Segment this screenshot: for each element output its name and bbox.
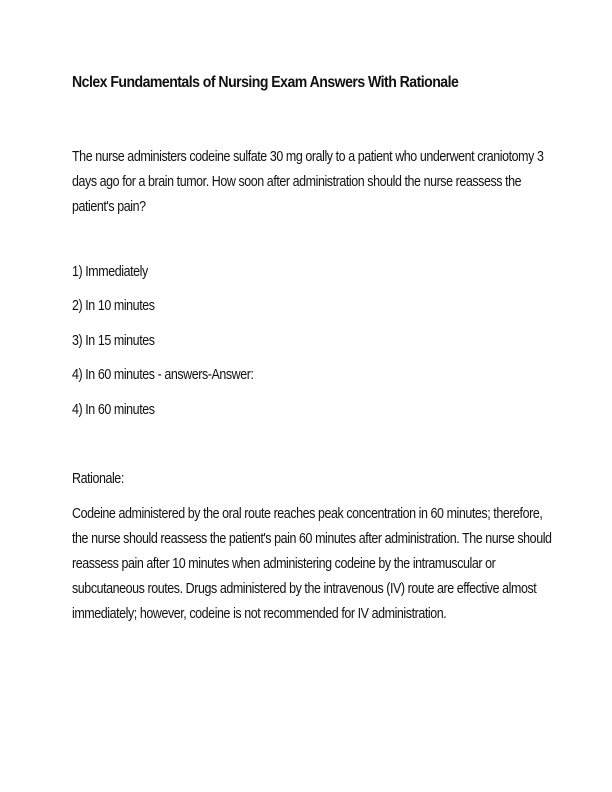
option-1: 1) Immediately (72, 264, 148, 280)
question-text: The nurse administers codeine sulfate 30 mg orally to a patient who underwent craniotomy 3 days ago for a brain tumor. How soon after administration should the nurse reassess the patient's pain? (72, 149, 544, 215)
rationale-text: Codeine administered by the oral route reaches peak concentration in 60 minutes; therefore, the nurse should reassess the patient's pain 60 minutes after administration. The nurse should reassess pain after 10 minutes when administering codeine by the intramuscular or subcutaneous routes. Drugs administered by the intravenous (IV) route are effective almost immediately; however, codeine is not recommended for IV administration. (72, 506, 552, 622)
option-2: 2) In 10 minutes (72, 298, 155, 314)
option-3: 3) In 15 minutes (72, 333, 155, 349)
document-title: Nclex Fundamentals of Nursing Exam Answers With Rationale (72, 74, 459, 91)
option-4: 4) In 60 minutes - answers-Answer: (72, 367, 254, 383)
rationale-label: Rationale: (72, 471, 124, 487)
answer-text: 4) In 60 minutes (72, 402, 155, 418)
